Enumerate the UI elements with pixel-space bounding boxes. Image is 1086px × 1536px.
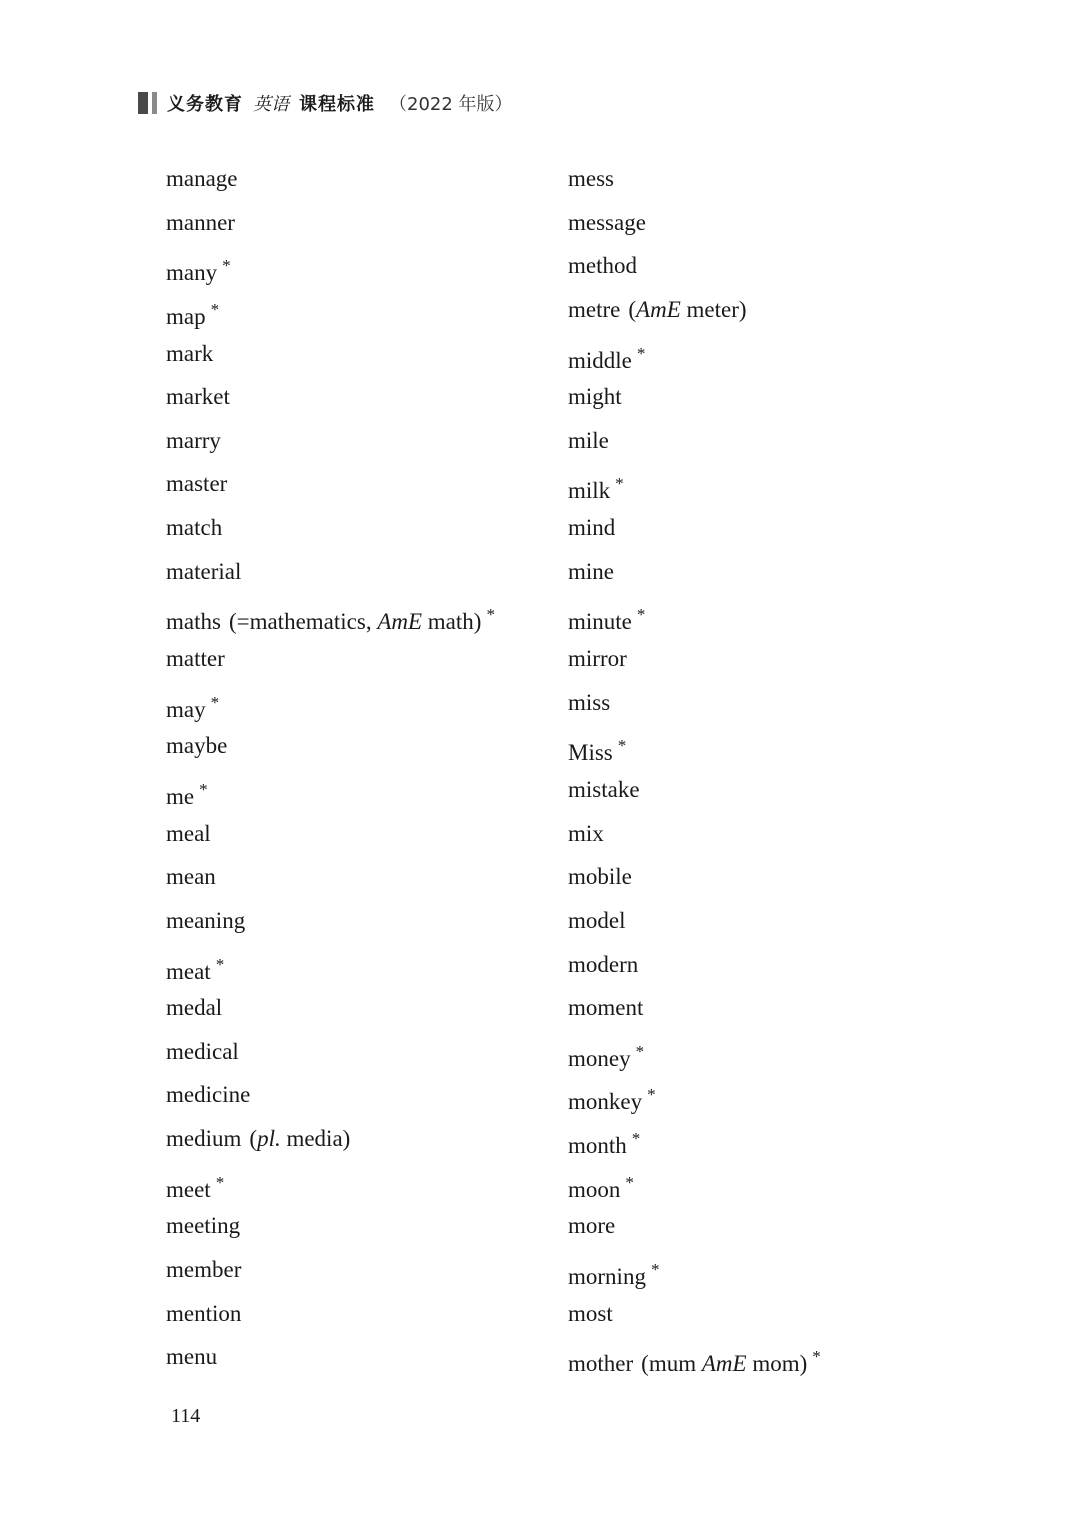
vocab-word: mark xyxy=(166,340,214,366)
vocab-entry xyxy=(166,506,556,550)
vocab-entry xyxy=(166,375,556,419)
vocab-word: may xyxy=(166,696,206,722)
vocab-entry xyxy=(568,899,1008,943)
vocab-note-prefix: ( xyxy=(249,1126,258,1152)
vocab-word: mine xyxy=(568,558,614,584)
vocab-note-variant: AmE xyxy=(636,296,681,322)
header-edition: （2022 年版） xyxy=(389,94,513,115)
vocab-entry xyxy=(166,157,556,201)
asterisk-mark: * xyxy=(636,343,646,363)
vocab-entry xyxy=(568,375,1008,419)
vocab-entry xyxy=(166,768,556,812)
vocab-word: manage xyxy=(166,166,238,191)
vocab-entry xyxy=(568,506,1008,550)
vocab-note xyxy=(641,1351,807,1376)
word-column-right xyxy=(568,157,1008,1379)
vocab-entry xyxy=(568,855,1008,899)
header-title: 义务教育 xyxy=(167,94,243,115)
header-standard: 课程标准 xyxy=(299,94,375,115)
vocab-word: Miss xyxy=(568,740,613,766)
vocab-entry xyxy=(568,157,1008,201)
vocab-entry xyxy=(166,462,556,506)
vocab-note-prefix: ( xyxy=(628,296,637,322)
vocab-entry xyxy=(568,637,1008,681)
vocab-entry xyxy=(568,724,1008,768)
page-number: 114 xyxy=(171,1405,201,1427)
vocab-note-suffix: meter) xyxy=(680,296,747,322)
vocab-word: meet xyxy=(166,1176,211,1202)
vocab-word: might xyxy=(568,384,622,410)
vocab-word: morning xyxy=(568,1264,646,1290)
vocab-entry xyxy=(166,681,556,725)
vocab-word: moment xyxy=(568,995,644,1021)
vocab-word: matter xyxy=(166,646,225,672)
vocab-word: mess xyxy=(568,166,614,191)
vocab-entry xyxy=(166,943,556,987)
vocab-word: many xyxy=(166,260,218,286)
vocab-word: meal xyxy=(166,820,211,846)
vocab-entry xyxy=(166,332,556,376)
vocab-entry xyxy=(568,593,1008,637)
vocab-word: money xyxy=(568,1045,631,1071)
vocab-entry xyxy=(166,986,556,1030)
vocab-word: metre xyxy=(568,296,621,322)
vocab-word: map xyxy=(166,303,206,329)
vocab-word: medicine xyxy=(166,1082,251,1108)
vocab-entry xyxy=(568,812,1008,856)
vocab-word: market xyxy=(166,384,230,410)
word-column-left xyxy=(166,157,556,1379)
vocab-word: mile xyxy=(568,427,609,453)
vocab-word: month xyxy=(568,1133,627,1159)
asterisk-mark: * xyxy=(210,692,220,712)
vocab-entry xyxy=(568,681,1008,725)
asterisk-mark: * xyxy=(650,1260,660,1280)
vocab-word: medal xyxy=(166,995,223,1021)
vocab-note-variant: AmE xyxy=(701,1351,747,1377)
asterisk-mark: * xyxy=(215,954,225,974)
asterisk-mark: * xyxy=(812,1347,821,1367)
asterisk-mark: * xyxy=(199,779,208,799)
vocab-entry xyxy=(166,1292,556,1336)
vocab-entry xyxy=(568,462,1008,506)
vocab-word: message xyxy=(568,209,646,235)
vocab-entry xyxy=(568,1335,1008,1379)
vocab-entry xyxy=(166,1030,556,1074)
vocab-word: medium xyxy=(166,1126,242,1152)
vocab-entry xyxy=(568,419,1008,463)
vocab-note xyxy=(628,297,746,322)
vocab-word: method xyxy=(568,253,637,279)
vocab-entry xyxy=(568,768,1008,812)
vocab-word: mistake xyxy=(568,776,640,802)
vocab-word: mind xyxy=(568,515,616,541)
vocab-word: medical xyxy=(166,1038,239,1064)
vocab-note xyxy=(249,1126,350,1151)
vocab-entry xyxy=(568,201,1008,245)
vocab-word: middle xyxy=(568,347,632,373)
vocab-word: more xyxy=(568,1213,616,1239)
vocab-entry xyxy=(166,1117,556,1161)
asterisk-mark: * xyxy=(215,1172,225,1192)
vocab-entry xyxy=(166,1204,556,1248)
vocab-entry xyxy=(568,1204,1008,1248)
asterisk-mark: * xyxy=(617,736,627,756)
vocab-entry xyxy=(568,244,1008,288)
vocab-entry xyxy=(166,1161,556,1205)
vocab-word: meeting xyxy=(166,1213,241,1239)
vocab-entry xyxy=(568,1292,1008,1336)
vocab-word: mention xyxy=(166,1300,242,1326)
vocab-word: maybe xyxy=(166,733,228,759)
vocab-word: miss xyxy=(568,689,611,715)
vocab-entry xyxy=(568,1030,1008,1074)
vocab-entry xyxy=(166,550,556,594)
vocab-word: master xyxy=(166,471,228,497)
asterisk-mark: * xyxy=(615,474,624,494)
vocab-entry xyxy=(568,288,1008,332)
vocab-word: material xyxy=(166,558,242,584)
vocab-word: most xyxy=(568,1300,613,1326)
vocab-entry xyxy=(166,593,556,637)
vocab-word: modern xyxy=(568,951,639,977)
vocab-entry xyxy=(568,1248,1008,1292)
vocab-word: maths xyxy=(166,609,221,635)
vocab-word: match xyxy=(166,515,223,541)
asterisk-mark: * xyxy=(625,1172,634,1192)
vocab-word: milk xyxy=(568,478,611,504)
vocab-entry xyxy=(166,419,556,463)
vocab-entry xyxy=(568,1073,1008,1117)
vocab-word: member xyxy=(166,1257,242,1283)
vocab-word: minute xyxy=(568,609,632,635)
vocab-note-suffix: mom) xyxy=(746,1351,808,1377)
vocab-note-variant: AmE xyxy=(377,609,423,635)
vocab-word: meat xyxy=(166,958,211,984)
vocab-note-variant: pl. xyxy=(257,1126,281,1152)
vocab-entry xyxy=(568,1161,1008,1205)
vocab-word: meaning xyxy=(166,907,246,933)
asterisk-mark: * xyxy=(635,1041,645,1061)
vocab-entry xyxy=(568,332,1008,376)
vocab-word: model xyxy=(568,907,626,933)
vocab-entry xyxy=(166,724,556,768)
header-bar-dark xyxy=(138,92,148,114)
vocab-word: mirror xyxy=(568,646,627,672)
vocab-entry xyxy=(568,550,1008,594)
vocab-entry xyxy=(568,943,1008,987)
vocab-word: moon xyxy=(568,1176,621,1202)
vocab-note-suffix: math) xyxy=(422,609,482,635)
vocab-word: monkey xyxy=(568,1089,643,1115)
vocab-entry xyxy=(166,812,556,856)
asterisk-mark: * xyxy=(647,1085,656,1105)
asterisk-mark: * xyxy=(222,256,231,276)
vocab-entry xyxy=(166,288,556,332)
vocab-entry xyxy=(166,899,556,943)
vocab-entry xyxy=(166,1248,556,1292)
vocab-word: mean xyxy=(166,864,216,890)
header-subject: 英语 xyxy=(253,94,289,115)
asterisk-mark: * xyxy=(210,299,220,319)
vocab-word: manner xyxy=(166,209,235,235)
vocab-word: mix xyxy=(568,820,604,846)
vocab-word: mother xyxy=(568,1351,634,1377)
asterisk-mark: * xyxy=(636,605,646,625)
asterisk-mark: * xyxy=(631,1129,641,1149)
running-header xyxy=(138,88,513,118)
asterisk-mark: * xyxy=(486,605,495,625)
vocab-word: marry xyxy=(166,427,221,453)
vocab-entry xyxy=(166,201,556,245)
vocab-note-suffix: media) xyxy=(280,1126,351,1152)
vocab-word: me xyxy=(166,783,195,809)
header-bar-light xyxy=(152,92,157,114)
vocab-note-prefix: (=mathematics, xyxy=(228,609,378,635)
vocab-entry xyxy=(166,1073,556,1117)
vocab-word: menu xyxy=(166,1344,218,1370)
vocab-entry xyxy=(568,1117,1008,1161)
vocab-word: mobile xyxy=(568,864,632,890)
vocab-note xyxy=(229,609,482,634)
vocab-entry xyxy=(166,244,556,288)
vocab-entry xyxy=(166,855,556,899)
vocab-entry xyxy=(166,1335,556,1379)
vocab-note-prefix: (mum xyxy=(641,1351,702,1377)
vocab-entry xyxy=(166,637,556,681)
vocab-entry xyxy=(568,986,1008,1030)
